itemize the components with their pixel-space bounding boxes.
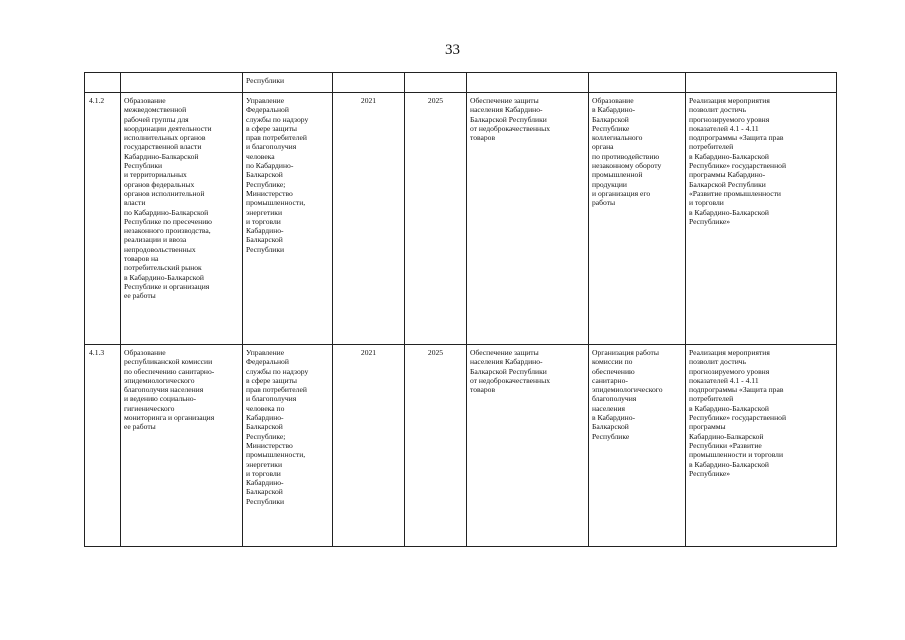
cell-number: 4.1.3 xyxy=(85,345,121,547)
cell-executor: Республики xyxy=(243,73,333,93)
cell-task: Обеспечение защиты населения Кабардино- Балкарской Республики от недоброкачественных товаров xyxy=(467,93,589,345)
cell-task xyxy=(467,73,589,93)
cell-executor: Управление Федеральной службы по надзору в сфере защиты прав потребителей и благополучия человека по Кабардино- Балкарской Республике; Министерство промышленности, энергетики и торговли Кабардино- Балкарской Республики xyxy=(243,93,333,345)
cell-result: Образование в Кабардино- Балкарской Республике коллегиального органа по противодействию незаконному обороту промышленной продукции и организация его работы xyxy=(589,93,686,345)
cell-start-year xyxy=(333,73,405,93)
cell-measure-name: Образование республиканской комиссии по обеспечению санитарно- эпидемиологического благополучия населения и ведению социально- гигиенического мониторинга и организация ее работы xyxy=(121,345,243,547)
program-measures-table xyxy=(84,72,837,547)
cell-end-year xyxy=(405,73,467,93)
cell-executor: Управление Федеральной службы по надзору в сфере защиты прав потребителей и благополучия человека по Кабардино- Балкарской Республике; Министерство промышленности, энергетики и торговли Кабардино- Балкарской Республики xyxy=(243,345,333,547)
cell-task: Обеспечение защиты населения Кабардино- Балкарской Республики от недоброкачественных товаров xyxy=(467,345,589,547)
table-row xyxy=(85,93,837,345)
cell-end-year: 2025 xyxy=(405,345,467,547)
cell-start-year: 2021 xyxy=(333,345,405,547)
table-row-continuation xyxy=(85,73,837,93)
cell-measure-name xyxy=(121,73,243,93)
cell-indicator-link: Реализация мероприятия позволит достичь прогнозируемого уровня показателей 4.1 - 4.11 подпрограммы «Защита прав потребителей в Кабардино-Балкарской Республике» государственной программы Кабардино-Балкарской Республики «Развитие промышленности и торговли в Кабардино-Балкарской Республике» xyxy=(686,345,837,547)
cell-number: 4.1.2 xyxy=(85,93,121,345)
page-number: 33 xyxy=(445,42,460,58)
cell-start-year: 2021 xyxy=(333,93,405,345)
cell-number xyxy=(85,73,121,93)
cell-result: Организация работы комиссии по обеспечению санитарно- эпидемиологического благополучия населения в Кабардино- Балкарской Республике xyxy=(589,345,686,547)
table-row xyxy=(85,345,837,547)
cell-indicator-link xyxy=(686,73,837,93)
cell-measure-name: Образование межведомственной рабочей группы для координации деятельности исполнительных органов государственной власти Кабардино-Балкарской Республики и территориальных органов федеральных органов исполнительной власти по Кабардино-Балкарской Республике по пресечению незаконного производства, реализации и ввоза непродовольственных товаров на потребительский рынок в Кабардино-Балкарской Республике и организация ее работы xyxy=(121,93,243,345)
cell-result xyxy=(589,73,686,93)
cell-indicator-link: Реализация мероприятия позволит достичь прогнозируемого уровня показателей 4.1 - 4.11 подпрограммы «Защита прав потребителей в Кабардино-Балкарской Республике» государственной программы Кабардино- Балкарской Республики «Развитие промышленности и торговли в Кабардино-Балкарской Республике» xyxy=(686,93,837,345)
cell-end-year: 2025 xyxy=(405,93,467,345)
